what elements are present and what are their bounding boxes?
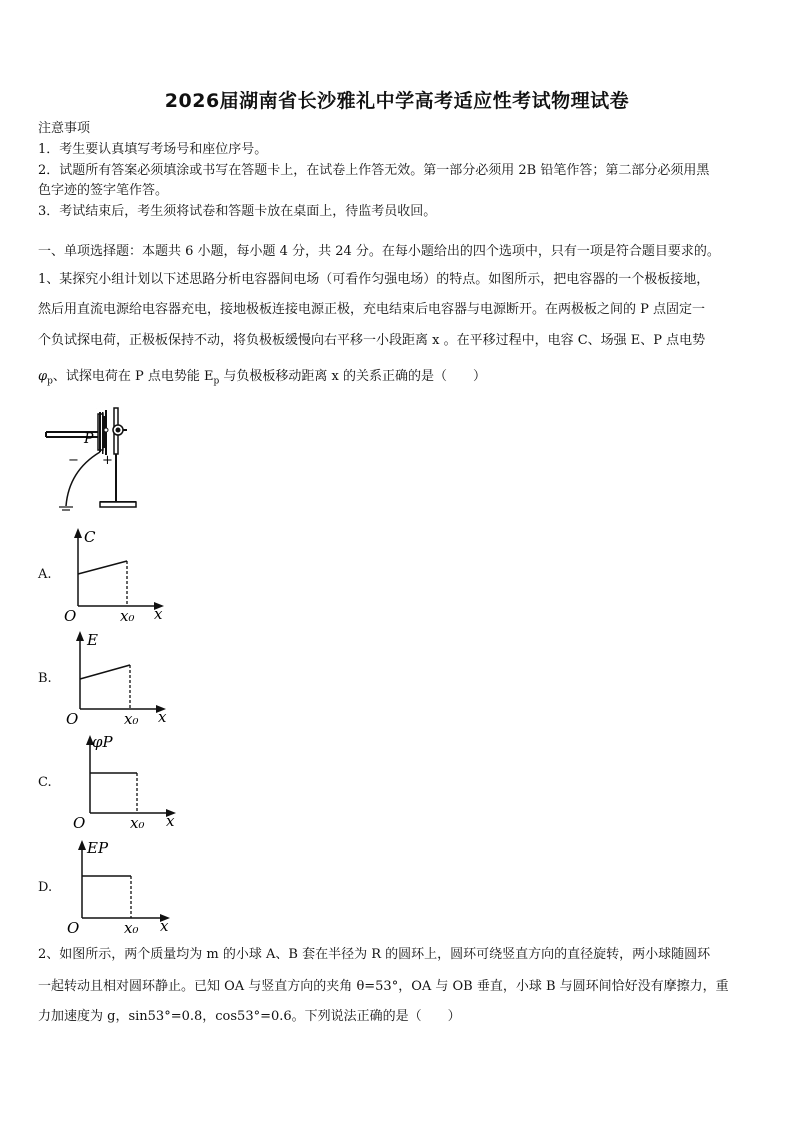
- phi-subscript: p: [47, 376, 53, 387]
- y-axis-label: E: [87, 631, 98, 649]
- notice-item: 3．考试结束后，考生须将试卷和答题卡放在桌面上，待监考员收回。: [38, 204, 437, 219]
- notice-item: 色字迹的签字笔作答。: [38, 183, 169, 198]
- option-b-label[interactable]: B.: [38, 671, 52, 686]
- point-p-label: P: [84, 431, 94, 447]
- notice-item: 1．考生要认真填写考场号和座位序号。: [38, 142, 268, 157]
- option-b-graph[interactable]: [60, 627, 175, 727]
- page-title: 2026届湖南省长沙雅礼中学高考适应性考试物理试卷: [164, 90, 630, 112]
- plus-sign: +: [102, 453, 113, 468]
- x-axis-label: x: [158, 708, 167, 726]
- x-axis-label: x: [154, 605, 163, 623]
- x0-label: x₀: [124, 919, 139, 936]
- x0-label: x₀: [124, 710, 139, 727]
- question-2-text: 一起转动且相对圆环静止。已知 OA 与竖直方向的夹角 θ=53°，OA 与 OB 垂直，小球 B 与圆环间恰好没有摩擦力，重: [38, 979, 729, 994]
- question-1-text-end: 与负极板移动距离 x 的关系正确的是（ ）: [219, 369, 487, 384]
- section-heading: 一、单项选择题：本题共 6 小题，每小题 4 分，共 24 分。在每小题给出的四个选项中，只有一项是符合题目要求的。: [38, 244, 720, 259]
- origin-label: O: [73, 814, 86, 831]
- notice-item: 2．试题所有答案必须填涂或书写在答题卡上，在试卷上作答无效。第一部分必须用 2B 铅笔作答；第二部分必须用黑: [38, 163, 710, 178]
- y-axis-label: EP: [87, 839, 109, 857]
- option-a-label[interactable]: A.: [38, 567, 52, 582]
- option-d-label[interactable]: D.: [38, 880, 53, 895]
- notice-heading: 注意事项: [38, 121, 91, 136]
- question-1-text: 个负试探电荷，正极板保持不动，将负极板缓慢向右平移一小段距离 x 。在平移过程中，电容 C、场强 E、P 点电势: [38, 333, 706, 348]
- x-axis-label: x: [160, 917, 169, 935]
- x-axis-label: x: [166, 812, 175, 830]
- question-1-text: 1、某探究小组计划以下述思路分析电容器间电场（可看作匀强电场）的特点。如图所示，把电容器的一个极板接地，: [38, 272, 710, 287]
- option-c-label[interactable]: C.: [38, 775, 52, 790]
- energy-subscript: p: [213, 376, 220, 387]
- phi-symbol: φ: [38, 369, 48, 384]
- option-d-graph[interactable]: [62, 834, 177, 936]
- x0-label: x₀: [120, 607, 135, 624]
- question-1-text-mid: 、试探电荷在 P 点电势能 E: [52, 369, 214, 384]
- capacitor-figure: [40, 402, 150, 514]
- question-2-text: 2、如图所示，两个质量均为 m 的小球 A、B 套在半径为 R 的圆环上，圆环可绕竖直方向的直径旋转，两小球随圆环: [38, 947, 711, 962]
- question-1-text: 然后用直流电源给电容器充电，接地极板连接电源正极，充电结束后电容器与电源断开。在两极板之间的 P 点固定一: [38, 302, 706, 317]
- option-a-graph[interactable]: [58, 524, 173, 624]
- origin-label: O: [64, 607, 77, 624]
- y-axis-label: C: [84, 528, 96, 546]
- option-c-graph[interactable]: [70, 729, 185, 831]
- origin-label: O: [66, 710, 79, 727]
- minus-sign: −: [68, 453, 79, 468]
- x0-label: x₀: [130, 814, 145, 831]
- question-2-text: 力加速度为 g，sin53°=0.8，cos53°=0.6。下列说法正确的是（ ）: [38, 1009, 461, 1024]
- y-axis-label: φP: [92, 733, 113, 751]
- origin-label: O: [67, 919, 80, 936]
- question-1-text: [38, 367, 760, 392]
